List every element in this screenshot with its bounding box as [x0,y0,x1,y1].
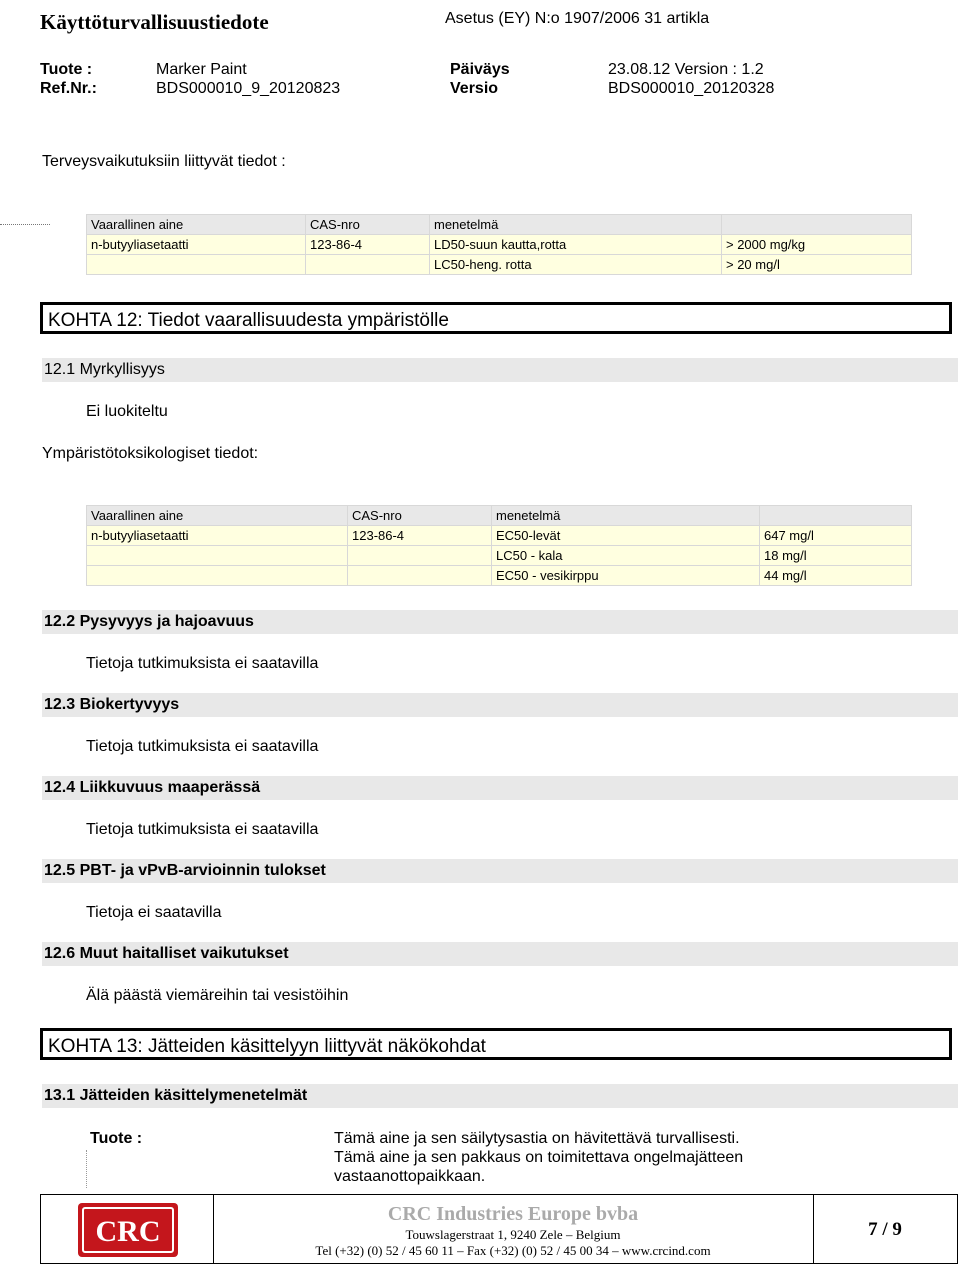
subsection-bar [42,358,958,382]
eco-heading: Ympäristötoksikologiset tiedot: [42,445,259,462]
table-cell: 44 mg/l [760,566,912,586]
subsection-12-4-text: Tietoja tutkimuksista ei saatavilla [86,821,319,838]
waste-product-label: Tuote : [90,1130,143,1147]
table-row [87,255,912,275]
table-row [87,566,912,586]
subsection-13-1-label: 13.1 Jätteiden käsittelymenetelmät [44,1087,308,1104]
section-12-title: KOHTA 12: Tiedot vaarallisuudesta ympäristölle [48,310,449,331]
col-header: menetelmä [430,215,722,235]
subsection-12-5-label: 12.5 PBT- ja vPvB-arvioinnin tulokset [44,862,326,879]
table-cell: LD50-suun kautta,rotta [430,235,722,255]
col-header: CAS-nro [348,506,492,526]
table-header-row [87,506,912,526]
subsection-12-1-label: 12.1 Myrkyllisyys [44,361,165,378]
col-header [722,215,912,235]
date-value: 23.08.12 Version : 1.2 [608,61,764,78]
table-cell: LC50-heng. rotta [430,255,722,275]
ref-value: BDS000010_9_20120823 [156,80,341,97]
table-cell: 123-86-4 [348,526,492,546]
col-header: Vaarallinen aine [87,506,348,526]
health-table [86,214,912,275]
table-cell [348,566,492,586]
col-header: CAS-nro [306,215,430,235]
subsection-12-5-text: Tietoja ei saatavilla [86,904,222,921]
col-header: menetelmä [492,506,760,526]
subsection-12-6-label: 12.6 Muut haitalliset vaikutukset [44,945,289,962]
subsection-12-3-label: 12.3 Biokertyvyys [44,696,180,713]
table-header-row [87,215,912,235]
version-label: Versio [450,80,499,97]
waste-text-line-2: Tämä aine ja sen pakkaus on toimitettava ongelmajätteen [334,1149,744,1166]
eco-table [86,505,912,586]
health-heading: Terveysvaikutuksiin liittyvät tiedot : [42,153,286,170]
table-cell: LC50 - kala [492,546,760,566]
table-cell: EC50-levät [492,526,760,546]
date-label: Päiväys [450,61,510,78]
crc-logo-text: CRC [82,1207,174,1253]
subsection-12-2-label: 12.2 Pysyvyys ja hajoavuus [44,613,254,630]
table-cell [87,566,348,586]
subsection-bar [42,693,958,717]
crc-logo [78,1203,178,1257]
product-value: Marker Paint [156,61,247,78]
col-header: Vaarallinen aine [87,215,306,235]
dotted-divider [86,1150,87,1188]
table-cell [87,546,348,566]
table-cell: 123-86-4 [306,235,430,255]
document-title: Käyttöturvallisuustiedote [40,10,269,34]
section-13-header [40,1028,952,1060]
company-address: Touwslagerstraat 1, 9240 Zele – Belgium [405,1227,621,1242]
company-contact: Tel (+32) (0) 52 / 45 60 11 – Fax (+32) (0) 52 / 45 00 34 – www.crcind.com [315,1243,711,1258]
table-cell [306,255,430,275]
subsection-12-3-text: Tietoja tutkimuksista ei saatavilla [86,738,319,755]
ref-label: Ref.Nr.: [40,80,97,97]
subsection-12-1-text: Ei luokiteltu [86,403,168,420]
table-cell: > 2000 mg/kg [722,235,912,255]
section-12-header [40,302,952,334]
version-value: BDS000010_20120328 [608,80,775,97]
table-cell [87,255,306,275]
table-cell [348,546,492,566]
table-cell: n-butyyliasetaatti [87,235,306,255]
waste-text-line-3: vastaanottopaikkaan. [334,1168,486,1185]
table-row [87,235,912,255]
subsection-12-2-text: Tietoja tutkimuksista ei saatavilla [86,655,319,672]
table-row [87,546,912,566]
col-header [760,506,912,526]
waste-text-line-1: Tämä aine ja sen säilytysastia on hävitettävä turvallisesti. [334,1130,740,1147]
regulation-reference: Asetus (EY) N:o 1907/2006 31 artikla [445,10,710,27]
page-number: 7 / 9 [868,1219,902,1240]
subsection-12-4-label: 12.4 Liikkuvuus maaperässä [44,779,261,796]
table-cell: n-butyyliasetaatti [87,526,348,546]
product-label: Tuote : [40,61,93,78]
page-footer [40,1194,958,1264]
table-cell: 647 mg/l [760,526,912,546]
table-row [87,526,912,546]
section-13-title: KOHTA 13: Jätteiden käsittelyyn liittyvät näkökohdat [48,1036,486,1057]
table-cell: EC50 - vesikirppu [492,566,760,586]
table-cell: > 20 mg/l [722,255,912,275]
dotted-divider [0,224,50,225]
company-name: CRC Industries Europe bvba [387,1203,639,1225]
table-cell: 18 mg/l [760,546,912,566]
subsection-12-6-text: Älä päästä viemäreihin tai vesistöihin [86,987,349,1004]
